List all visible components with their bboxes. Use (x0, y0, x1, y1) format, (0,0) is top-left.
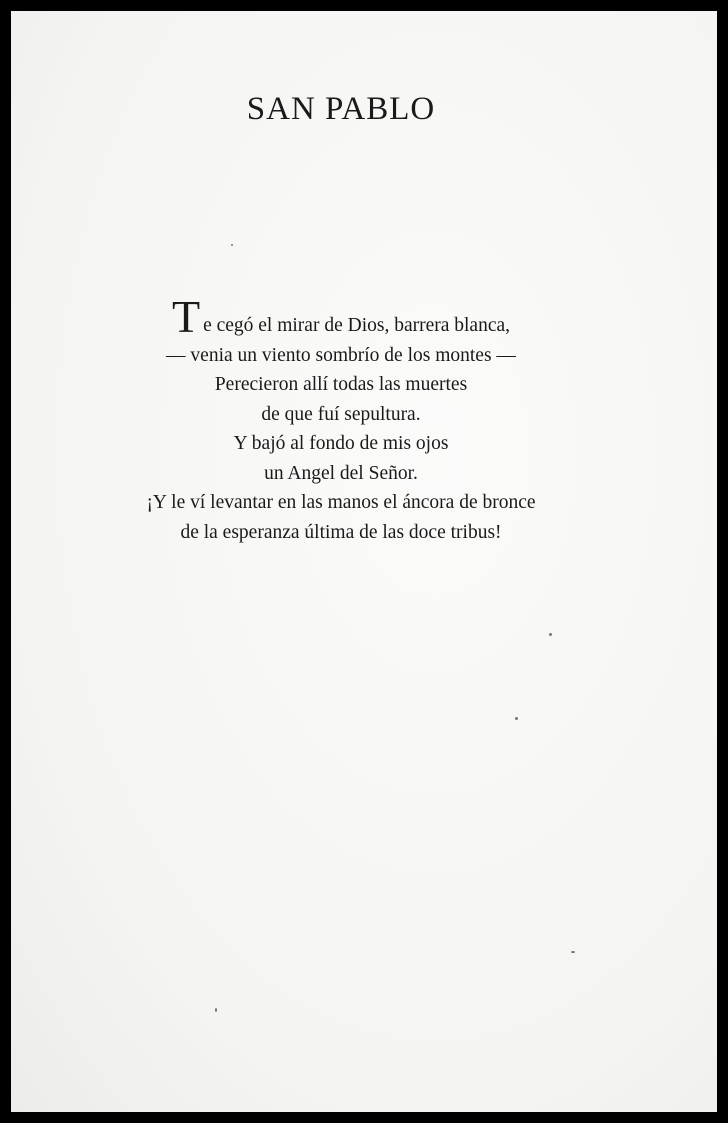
book-page (11, 11, 717, 1112)
poem-line-8: de la esperanza última de las doce tribus! (180, 521, 502, 543)
poem-line-1-text: e cegó el mirar de Dios, barrera blanca, (203, 315, 511, 336)
poem-line-2: — venia un viento sombrío de los montes — (166, 344, 516, 366)
poem-line-1 (11, 291, 671, 342)
poem (11, 291, 671, 547)
paper-speck (549, 633, 552, 636)
poem-line-3: Perecieron allí todas las muertes (214, 374, 468, 395)
poem-line-5: Y bajó al fondo de mis ojos (233, 433, 449, 454)
drop-cap: T (171, 291, 201, 342)
poem-line-6: un Angel del Señor. (264, 462, 418, 484)
page-title: SAN PABLO (246, 91, 436, 127)
paper-speck (571, 951, 575, 953)
poem-line-7: ¡Y le ví levantar en las manos el áncora de bronce (146, 492, 536, 513)
poem-line-4: de que fuí sepultura. (261, 403, 421, 425)
paper-speck (231, 244, 233, 246)
paper-speck (215, 1008, 217, 1012)
paper-speck (515, 717, 518, 720)
